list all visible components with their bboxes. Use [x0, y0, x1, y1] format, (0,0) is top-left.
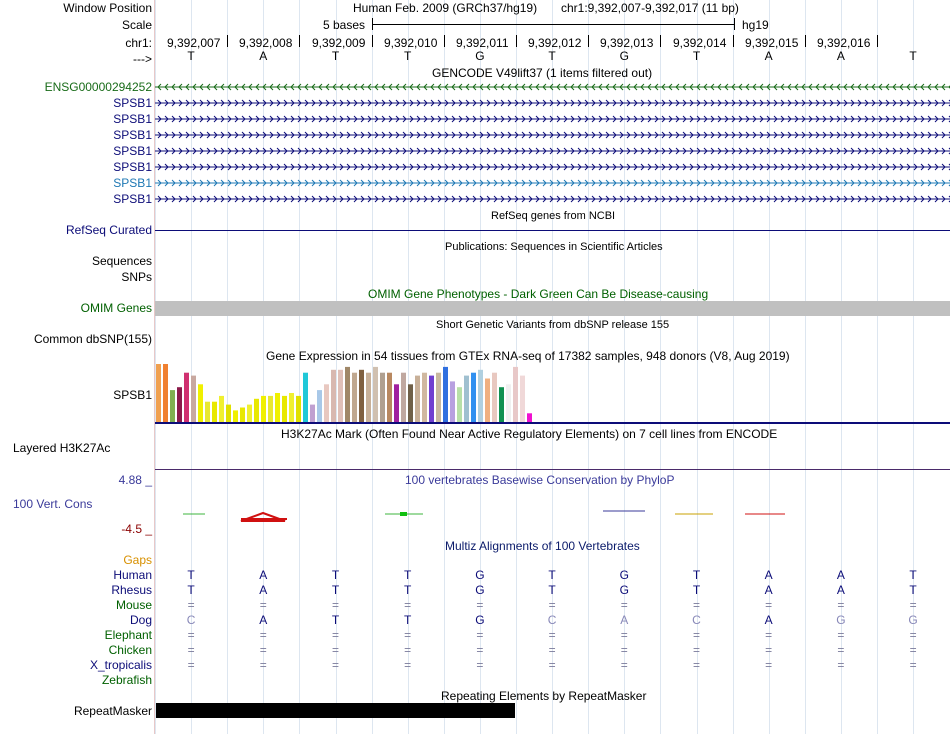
gtex-tissue-bar[interactable]: [212, 402, 217, 422]
alignment-base: T: [692, 583, 701, 597]
gtex-tissue-bar[interactable]: [296, 396, 301, 422]
species-label-rhesus[interactable]: Rhesus: [111, 583, 152, 597]
multiz-track-title: Multiz Alignments of 100 Vertebrates: [445, 539, 640, 553]
gtex-tissue-bar[interactable]: [338, 370, 343, 422]
alignment-base: =: [620, 628, 628, 642]
sequences-label[interactable]: Sequences: [91, 254, 152, 268]
reference-base: T: [909, 49, 917, 63]
alignment-base: T: [187, 583, 195, 597]
spsb1-transcript-model[interactable]: [155, 116, 950, 122]
alignment-base: =: [476, 643, 484, 657]
alignment-base: T: [909, 568, 917, 582]
alignment-base: =: [331, 628, 339, 642]
ruler-coordinate: 9,392,011: [456, 36, 509, 50]
alignment-base: G: [475, 583, 485, 597]
h3k27ac-baseline: [155, 469, 950, 470]
alignment-base: =: [909, 598, 917, 612]
track-image-panel[interactable]: [155, 0, 950, 734]
gtex-tissue-bar[interactable]: [261, 396, 266, 422]
alignment-base: =: [692, 643, 700, 657]
omim-track-title: OMIM Gene Phenotypes - Dark Green Can Be Disease-causing: [368, 287, 709, 301]
alignment-base: =: [548, 643, 556, 657]
repeatmasker-element[interactable]: [156, 703, 515, 718]
spsb1-transcript-model[interactable]: [155, 132, 950, 138]
gtex-tissue-bar[interactable]: [289, 393, 294, 422]
alignment-base: =: [259, 628, 267, 642]
alignment-base: A: [764, 583, 773, 597]
ruler-coordinate: 9,392,014: [673, 36, 727, 50]
alignment-base: G: [619, 568, 629, 582]
alignment-base: T: [331, 568, 340, 582]
ruler-coordinate: 9,392,010: [384, 36, 438, 50]
species-label-zebrafish[interactable]: Zebrafish: [101, 673, 152, 687]
gtex-tissue-bar[interactable]: [205, 402, 210, 422]
alignment-base: G: [836, 613, 846, 627]
gtex-tissue-bar[interactable]: [177, 387, 182, 422]
cons-min-label: -4.5 _: [121, 522, 152, 536]
alignment-base: T: [548, 583, 556, 597]
alignment-base: C: [692, 613, 701, 627]
alignment-base: G: [619, 583, 629, 597]
alignment-base: =: [620, 598, 628, 612]
alignment-base: =: [259, 598, 267, 612]
ruler-coordinate: 9,392,008: [239, 36, 293, 50]
reference-base: G: [619, 49, 629, 63]
alignment-base: A: [764, 568, 773, 582]
alignment-base: =: [476, 658, 484, 672]
alignment-base: =: [404, 658, 412, 672]
alignment-base: =: [909, 658, 917, 672]
alignment-base: =: [404, 598, 412, 612]
gtex-baseline: [155, 422, 950, 424]
ruler-coordinate: 9,392,016: [817, 36, 871, 50]
gtex-tissue-bar[interactable]: [394, 384, 399, 422]
gtex-tissue-bar[interactable]: [268, 396, 273, 422]
gene-label-5[interactable]: SPSB1: [113, 160, 152, 174]
reference-base: T: [692, 49, 701, 63]
gene-label-3[interactable]: SPSB1: [113, 128, 152, 142]
window-position-label: Window Position: [63, 1, 152, 15]
alignment-base: T: [404, 613, 412, 627]
track-labels-column: [0, 0, 155, 734]
gtex-tissue-bar[interactable]: [513, 367, 518, 422]
assembly-title: Human Feb. 2009 (GRCh37/hg19): [353, 1, 538, 15]
gtex-tissue-bar[interactable]: [450, 381, 455, 422]
alignment-base: C: [186, 613, 196, 627]
alignment-base: T: [548, 568, 556, 582]
alignment-base: C: [547, 613, 557, 627]
refseq-track-title: RefSeq genes from NCBI: [491, 210, 616, 222]
ruler-coordinate: 9,392,015: [745, 36, 799, 50]
gtex-tissue-bar[interactable]: [219, 396, 224, 422]
species-label-mouse[interactable]: Mouse: [115, 598, 152, 612]
reference-base: A: [836, 49, 845, 63]
gtex-tissue-bar[interactable]: [331, 370, 336, 422]
alignment-base: =: [548, 598, 556, 612]
gaps-label[interactable]: Gaps: [123, 553, 152, 567]
alignment-base: A: [259, 583, 268, 597]
reference-base: T: [404, 49, 412, 63]
gencode-gene-model[interactable]: [155, 84, 950, 90]
species-label-elephant[interactable]: Elephant: [104, 628, 152, 642]
ruler-coordinate: 9,392,013: [600, 36, 654, 50]
species-label-x-tropicalis[interactable]: X_tropicalis: [89, 658, 152, 672]
gene-label-4[interactable]: SPSB1: [113, 144, 152, 158]
gtex-tissue-bar[interactable]: [254, 399, 259, 422]
alignment-base: =: [331, 598, 339, 612]
species-label-human[interactable]: Human: [113, 568, 152, 582]
gtex-tissue-bar[interactable]: [324, 384, 329, 422]
gtex-tissue-bar[interactable]: [387, 373, 392, 422]
spsb1-transcript-model[interactable]: [155, 196, 950, 202]
alignment-base: =: [259, 658, 267, 672]
alignment-base: =: [837, 643, 845, 657]
alignment-base: =: [476, 598, 484, 612]
species-label-chicken[interactable]: Chicken: [108, 643, 152, 657]
gtex-tissue-bar[interactable]: [366, 373, 371, 422]
spsb1-transcript-model[interactable]: [155, 100, 950, 106]
reference-base: T: [187, 49, 195, 63]
gtex-tissue-bar[interactable]: [443, 367, 448, 422]
spsb1-transcript-model[interactable]: [155, 164, 950, 170]
repeatmasker-label[interactable]: RepeatMasker: [73, 704, 152, 718]
gtex-tissue-bar[interactable]: [163, 364, 168, 422]
snps-label[interactable]: SNPs: [121, 270, 152, 284]
gtex-tissue-bar[interactable]: [436, 373, 441, 422]
gtex-gene-label[interactable]: SPSB1: [113, 388, 152, 402]
gtex-tissue-bar[interactable]: [408, 384, 413, 422]
gtex-tissue-bar[interactable]: [352, 373, 357, 422]
alignment-base: T: [404, 568, 412, 582]
alignment-base: =: [404, 643, 412, 657]
gtex-tissue-bar[interactable]: [226, 405, 231, 422]
alignment-base: =: [187, 643, 195, 657]
gene-label-6[interactable]: SPSB1: [113, 176, 152, 190]
alignment-base: T: [909, 583, 917, 597]
alignment-base: G: [908, 613, 918, 627]
alignment-base: =: [692, 628, 700, 642]
gtex-tissue-bar[interactable]: [380, 373, 385, 422]
gtex-tissue-bar[interactable]: [499, 387, 504, 422]
gtex-tissue-bar[interactable]: [282, 396, 287, 422]
gtex-tissue-bar[interactable]: [506, 384, 511, 422]
omim-gene-bar[interactable]: [155, 301, 950, 316]
gtex-tissue-bar[interactable]: [373, 367, 378, 422]
gtex-tissue-bar[interactable]: [184, 373, 189, 422]
alignment-base: =: [187, 598, 195, 612]
gene-label-7[interactable]: SPSB1: [113, 192, 152, 206]
dbsnp-track-title: Short Genetic Variants from dbSNP release 155: [436, 319, 670, 331]
alignment-base: =: [692, 598, 700, 612]
refseq-gene-line[interactable]: [155, 230, 950, 231]
spsb1-transcript-model[interactable]: [155, 180, 950, 186]
gtex-tissue-bar[interactable]: [429, 376, 434, 422]
alignment-base: =: [331, 643, 339, 657]
alignment-base: =: [837, 598, 845, 612]
alignment-base: A: [620, 613, 629, 627]
gtex-tissue-bar[interactable]: [415, 376, 420, 422]
gtex-tissue-bar[interactable]: [359, 370, 364, 422]
gtex-tissue-bar[interactable]: [303, 373, 308, 422]
gtex-tissue-bar[interactable]: [233, 410, 238, 422]
chromosome-label: chr1:: [125, 36, 152, 50]
reference-base: A: [259, 49, 268, 63]
alignment-base: =: [692, 658, 700, 672]
gene-label-2[interactable]: SPSB1: [113, 112, 152, 126]
gtex-tissue-bar[interactable]: [422, 373, 427, 422]
gtex-tissue-bar[interactable]: [310, 405, 315, 422]
gtex-tissue-bar[interactable]: [317, 390, 322, 422]
alignment-base: G: [475, 613, 485, 627]
gtex-tissue-bar[interactable]: [401, 373, 406, 422]
alignment-base: G: [475, 568, 485, 582]
gtex-track-title: Gene Expression in 54 tissues from GTEx RNA-seq of 17382 samples, 948 donors (V8, Aug 2019): [266, 349, 790, 363]
gtex-tissue-bar[interactable]: [478, 370, 483, 422]
cons-label[interactable]: 100 Vert. Cons: [13, 497, 93, 511]
reference-base: A: [764, 49, 773, 63]
alignment-base: =: [187, 628, 195, 642]
h3k27ac-label[interactable]: Layered H3K27Ac: [13, 441, 111, 455]
ruler-coordinate: 9,392,012: [528, 36, 582, 50]
gencode-track-title: GENCODE V49lift37 (1 items filtered out): [432, 66, 653, 80]
gtex-tissue-bar[interactable]: [191, 376, 196, 422]
position-title: chr1:9,392,007-9,392,017 (11 bp): [561, 1, 739, 15]
strand-arrow-label[interactable]: --->: [133, 52, 152, 66]
alignment-base: =: [765, 643, 773, 657]
alignment-base: =: [476, 628, 484, 642]
omim-label[interactable]: OMIM Genes: [80, 301, 152, 315]
cons-max-label: 4.88 _: [118, 473, 152, 487]
alignment-base: =: [837, 628, 845, 642]
alignment-base: A: [836, 583, 845, 597]
reference-base: G: [475, 49, 485, 63]
gtex-tissue-bar[interactable]: [170, 390, 175, 422]
alignment-base: =: [620, 643, 628, 657]
gtex-tissue-bar[interactable]: [156, 364, 161, 422]
gtex-tissue-bar[interactable]: [485, 379, 490, 423]
gtex-tissue-bar[interactable]: [464, 376, 469, 422]
scale-db-label: hg19: [742, 18, 769, 32]
publications-track-title: Publications: Sequences in Scientific Articles: [445, 241, 663, 253]
gtex-tissue-bar[interactable]: [471, 373, 476, 422]
alignment-base: T: [187, 568, 195, 582]
ruler-coordinate: 9,392,009: [312, 36, 366, 50]
gencode-id-label[interactable]: ENSG00000294252: [44, 80, 152, 94]
spsb1-transcript-model[interactable]: [155, 148, 950, 154]
gtex-tissue-bar[interactable]: [527, 413, 532, 422]
alignment-base: T: [404, 583, 412, 597]
species-label-dog[interactable]: Dog: [129, 613, 152, 627]
reference-base: T: [331, 49, 340, 63]
repeatmasker-track-title: Repeating Elements by RepeatMasker: [441, 689, 647, 703]
gtex-tissue-bar[interactable]: [247, 405, 252, 422]
gtex-tissue-bar[interactable]: [240, 408, 245, 423]
alignment-base: =: [620, 658, 628, 672]
alignment-base: =: [909, 643, 917, 657]
alignment-base: =: [331, 658, 339, 672]
alignment-base: =: [909, 628, 917, 642]
alignment-base: A: [764, 613, 773, 627]
alignment-base: A: [259, 613, 268, 627]
gtex-tissue-bar[interactable]: [457, 387, 462, 422]
alignment-base: =: [259, 643, 267, 657]
h3k27ac-track-title: H3K27Ac Mark (Often Found Near Active Regulatory Elements) on 7 cell lines from ENCODE: [281, 427, 778, 441]
phylop-track-title: 100 vertebrates Basewise Conservation by PhyloP: [405, 473, 675, 487]
alignment-base: =: [548, 628, 556, 642]
alignment-base: =: [765, 658, 773, 672]
gtex-tissue-bar[interactable]: [275, 393, 280, 422]
alignment-base: T: [692, 568, 701, 582]
gtex-tissue-bar[interactable]: [492, 373, 497, 422]
gene-label-1[interactable]: SPSB1: [113, 96, 152, 110]
ruler-coordinate: 9,392,007: [167, 36, 221, 50]
gtex-tissue-bar[interactable]: [198, 384, 203, 422]
gtex-tissue-bar[interactable]: [345, 367, 350, 422]
alignment-base: A: [259, 568, 268, 582]
alignment-base: =: [187, 658, 195, 672]
alignment-base: T: [331, 583, 340, 597]
alignment-base: =: [404, 628, 412, 642]
alignment-base: =: [548, 658, 556, 672]
alignment-base: =: [765, 628, 773, 642]
refseq-label[interactable]: RefSeq Curated: [65, 223, 152, 237]
gene-models[interactable]: [155, 0, 950, 210]
gtex-tissue-bar[interactable]: [520, 376, 525, 422]
reference-base: T: [548, 49, 556, 63]
alignment-base: A: [836, 568, 845, 582]
alignment-base: =: [765, 598, 773, 612]
scale-bar-label: 5 bases: [323, 18, 366, 32]
scale-label: Scale: [121, 18, 152, 32]
dbsnp-label[interactable]: Common dbSNP(155): [33, 332, 152, 346]
alignment-base: T: [331, 613, 340, 627]
alignment-base: =: [837, 658, 845, 672]
